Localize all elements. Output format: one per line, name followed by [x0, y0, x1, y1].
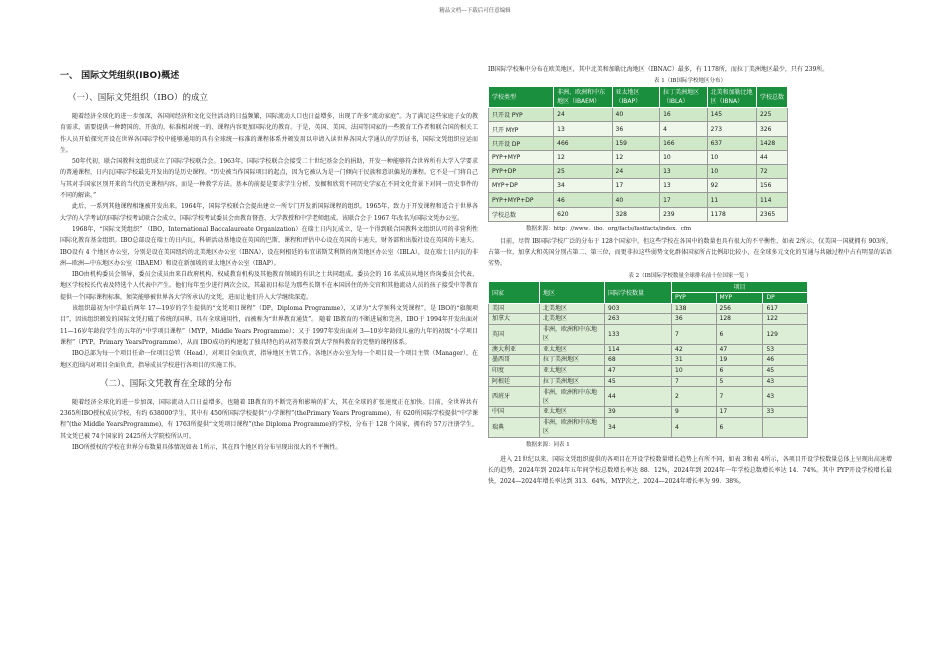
table-cell: 5 — [716, 376, 763, 387]
paragraph: IB国际学校集中分布在欧美地区，其中北美和加勒比海地区（IBNAC）最多，有 1178所，而拉丁美洲地区最少，只有 239所。 — [488, 66, 829, 73]
table-cell: 1428 — [756, 136, 787, 150]
table-cell: 中国 — [489, 407, 540, 418]
table-cell: 加拿大 — [489, 314, 540, 325]
table2-header-cell: 地区 — [540, 281, 605, 303]
table-cell: 17 — [612, 179, 660, 193]
paragraph: 50年代初，联合国教科文组织成立了国际学校联合会。1963年，国际学校联合会接受二十世纪基金会的捐助，开发一种能够符合世界所有大学入学要求的普通课程，日内瓦国际学校最先开发出的是历史课程。“历史被当作国际项目的起点，因为它被认为是一门倾向于民族和意识偏见的课程。它不是一门将自己与其对手国家区别开来的当代历史课程内容，而是一种教学方法。基本的前提是要求学生分析、发掘和欣赏不同历史学家在不同文化背景下对同一历史事件的不同的解读。” — [60, 158, 478, 200]
table2-header-cell: 国际学校数量 — [605, 281, 672, 303]
table-cell: 学校总数 — [489, 207, 554, 221]
table-cell: 273 — [707, 122, 756, 136]
table-cell: 13 — [660, 179, 708, 193]
table-row — [489, 303, 808, 314]
subsection-title-2: （二）、国际文凭教育在全球的分布 — [100, 378, 232, 389]
paragraph: 目前，尽管 IB国际学校广泛的分布于 128个国家中，但这些学校在各国中的数量也具有很大的不平衡性，如表 2所示，仅美国一国就拥有 903所，占第一位，加拿大和英国分别占第二、第三位，而更非拉这些弱势文化群体国家所占比例却比较小，在全球多元文化的互通与共融过程中占有明显的话语劣势。 — [488, 237, 892, 268]
table-cell: 只开 MYP — [489, 122, 554, 136]
table2-top-countries — [488, 281, 808, 438]
table-cell: 4 — [660, 122, 708, 136]
table-cell: 466 — [554, 136, 612, 150]
table-row — [489, 324, 808, 344]
table-cell: 9 — [672, 407, 717, 418]
table1-header-cell: 北美和加勒比地区（IBNA） — [707, 87, 756, 108]
table-row — [489, 150, 788, 164]
table-cell: 263 — [605, 314, 672, 325]
table-cell: 印度 — [489, 366, 540, 377]
table-cell: 33 — [763, 407, 808, 418]
table-cell: 145 — [707, 108, 756, 122]
table-cell: 拉丁美洲地区 — [540, 376, 605, 387]
table-cell: 133 — [605, 324, 672, 344]
table-cell: 42 — [672, 344, 717, 355]
table-cell: 166 — [660, 136, 708, 150]
table-row — [489, 407, 808, 418]
paragraph: 进入 21世纪以来，国际文凭组织提供的各项目在开设学校数量增长趋势上有所不同，如表 3和表 4所示，各项目开设学校数量总体上呈现出高速增长的趋势，2024年到 2024年五年间学校总数增长率达 88．12%，2024年到 2024年一年学校总数增长率达 14．74%。其中 PYP开设学校增长最快，2024—2024年增长率达到 313．64%，MYP次之，2024—2024年增长率为 99．38%。 — [488, 455, 892, 486]
table-cell: 53 — [763, 344, 808, 355]
table-cell: 34 — [605, 417, 672, 437]
table-cell: 亚太地区 — [540, 407, 605, 418]
table-cell: 只开设 DP — [489, 136, 554, 150]
table-cell: 北美地区 — [540, 303, 605, 314]
table-row — [489, 179, 788, 193]
table-cell: 17 — [660, 193, 708, 207]
table1-header-row — [489, 87, 788, 108]
table-cell: 10 — [707, 165, 756, 179]
table-cell: 72 — [756, 165, 787, 179]
table-cell: 637 — [707, 136, 756, 150]
table-cell: 10 — [672, 366, 717, 377]
table-cell: 阿根廷 — [489, 376, 540, 387]
table-cell: 31 — [672, 355, 717, 366]
table-cell: 44 — [756, 150, 787, 164]
table-cell: 617 — [763, 303, 808, 314]
table-cell: 43 — [763, 387, 808, 407]
table1-header-cell: 学校类型 — [489, 87, 554, 108]
table-cell: 45 — [605, 376, 672, 387]
table-cell: 47 — [605, 366, 672, 377]
table1-source: 数据来源：http：//www．ibo．org/facts/fastfacts/index．cfm — [526, 225, 692, 232]
table-cell: MYP+DP — [489, 179, 554, 193]
table1-caption: 表 1（IB国际学校地区分布） — [654, 78, 726, 85]
table-cell: 36 — [612, 122, 660, 136]
paragraph: 随着经济全球化的进一步加深，国际流动人口日益增多，也随着 IB教育的不断完善和影响的扩大，其在全球的扩张速度正在加快。目前，全世界共有 2365所IBO授权成员学校，有约 638000学生，其中有 450所国际学校提供“小学课程”(thePrimary Years Programme)，有 620所国际学校提供“中学课程”(the Middle YearsProgramme)，有 1763所提供“文凭项目课程”(the Diploma Programme)的学校，分布于 128 个国家，拥有约 57万注册学生，其文凭已被 74个国家的 2425所大学院校所认可。 — [60, 398, 478, 440]
table1-header-cell: 拉丁美洲地区（IBLA） — [660, 87, 708, 108]
table-cell: 39 — [605, 407, 672, 418]
table-cell: 1178 — [707, 207, 756, 221]
table-row — [489, 366, 808, 377]
table-cell: 43 — [763, 376, 808, 387]
table-cell: 239 — [660, 207, 708, 221]
table-row — [489, 355, 808, 366]
table-cell: 225 — [756, 108, 787, 122]
table-cell: 13 — [660, 165, 708, 179]
table2-caption: 表 2（IB国际学校数量全球排名前十位国家一览 ） — [628, 272, 752, 279]
table-cell: 12 — [612, 150, 660, 164]
table-row — [489, 376, 808, 387]
section-title: 一、 国际文凭组织(IBO)概述 — [60, 71, 180, 81]
table-cell: 非洲，欧洲和中东地区 — [540, 417, 605, 437]
paragraph: 随着经济全球化的进一步加深，各国间经济和文化交往活动的日益频繁，国际流动人口也日益增多，出现了许多“流动家庭”。为了满足这些家庭子女的教育需求，需要提供一种跨国的、开放的、标准相对统一的、课程内容更加国际化的教育。于是，英国、美国、法国等国家的一些教育工作者和联合国的相关工作人员开始探究开设在世界各国际学校中能够通用的具有全球统一标准的课程体系并颁发用以申请入读世界各国大学通认的学历证书，国际文凭组织应运而生。 — [60, 113, 478, 154]
table-cell: 17 — [716, 407, 763, 418]
table-cell: 拉丁美洲地区 — [540, 355, 605, 366]
table-cell: PYP+DP — [489, 165, 554, 179]
table-cell: 40 — [612, 108, 660, 122]
table-cell: 亚太地区 — [540, 344, 605, 355]
table-row — [489, 165, 788, 179]
table-row — [489, 387, 808, 407]
table1-header-cell: 亚太地区（IBAP） — [612, 87, 660, 108]
table-cell: 159 — [612, 136, 660, 150]
table-row — [489, 417, 808, 437]
table-cell: 2 — [672, 387, 717, 407]
table-cell: 45 — [763, 366, 808, 377]
table-cell: 620 — [554, 207, 612, 221]
table-cell: 西班牙 — [489, 387, 540, 407]
table-cell: 澳大利亚 — [489, 344, 540, 355]
table-cell: 25 — [554, 165, 612, 179]
table2-subheader-cell: MYP — [716, 292, 763, 303]
table-cell: 36 — [672, 314, 717, 325]
table-cell: 北美地区 — [540, 314, 605, 325]
paragraph: IBO总部为每一个项目任命一位项目总管（Head），对项目全面负责，指导地区主管工作。各地区办公室为每一个项目设一个项目主管（Manager），在地区范围内对项目全面负责，指导成员学校进行各项目的实施工作。 — [60, 350, 478, 369]
paragraph: IBO由机构委员会领导，委员会成员由来自政府机构、权威教育机构及其他教育领域的有识之士共同组成。委员会的 16 名成员从地区咨询委员会代表、地区学校校长代表及特选个人代表中产生。他们每年至少进行两次会议，其最初目标是为那些长期不在本国居住的外交官和其他流动人员的孩子接受中等教育提供一个国际课程标准，须笑能够被世界各大学所承认的文凭，进而让他们升入大学继续深造。 — [60, 271, 478, 301]
table-cell: 6 — [716, 324, 763, 344]
right-column — [488, 64, 892, 488]
paragraph: 该组织最初为中学最后两年 17—19岁的学生提供的“文凭项目课程”（DP，Diploma Programme），又译为“大学预科文凭课程”，是 IBO的“旗舰项目”，因该组织颁发的国际文凭打破了传统的国界，具有全球通用性，而被称为“世界教育通货”。 随着 IB教育的不断进展和完善，IBO于 1994年开发出面对 11—16岁年龄段学生的五年的“中学项目课程”（MYP，Middle Years Programme）；又于 1997年发出面对 3—10岁年龄段儿童的九年的初级“小学项目课程”（PYP，Primary YearsProgramme），从而 IBO成功的构建起了独具特色的从初等教育到大学预科教育的完整的课程体系。 — [60, 305, 478, 346]
table2-source: 数据来源：同表 1 — [526, 441, 570, 448]
subsection-title-1: （一）、国际文凭组织（IBO）的成立 — [68, 93, 208, 103]
table-cell: 326 — [756, 122, 787, 136]
table-cell: 10 — [707, 150, 756, 164]
table-cell: 328 — [612, 207, 660, 221]
table-cell: 129 — [763, 324, 808, 344]
table-cell: 34 — [554, 179, 612, 193]
table2-header-cell: 国家 — [489, 281, 540, 303]
table-cell: 68 — [605, 355, 672, 366]
table-cell: 12 — [554, 150, 612, 164]
paragraph: 1968年，“国际文凭组织” （IBO，International Baccalaureate Organization）在瑞士日内瓦成立，是一个得到联合国教科文组织认可的非营利性国际化教育基金组织。IBO总部设在瑞士的日内瓦，科研活动基地设在英国的巴斯，课程和评估中心设在英国的卡迪夫，财务部和出版社设在英国的卡迪夫。IBO设有 4 个地区办公室，分别是设在美国纽约的北美地区办公室（IBNA），设在阿根廷的布宜诺斯艾利斯的南美地区办公室（IBLA），设在瑞士日内瓦的非洲—欧洲—中东地区办公室（IBAEM）和设在新加坡的亚太地区办公室（IBAP）。 — [60, 225, 478, 267]
table-row — [489, 314, 808, 325]
table-cell: 10 — [660, 150, 708, 164]
table-cell: 6 — [716, 366, 763, 377]
table-row — [489, 344, 808, 355]
table-cell: 7 — [672, 376, 717, 387]
table-cell: 128 — [716, 314, 763, 325]
table-row — [489, 193, 788, 207]
table-cell: 6 — [716, 417, 763, 437]
left-column — [60, 60, 478, 453]
table-cell: 7 — [716, 387, 763, 407]
table-cell: 19 — [716, 355, 763, 366]
table-cell: 24 — [612, 165, 660, 179]
table-cell: 非洲，欧洲和中东地区 — [540, 387, 605, 407]
header-note: 精品文档---下载后可任意编辑 — [439, 8, 511, 14]
table-cell: 13 — [554, 122, 612, 136]
table-cell: 256 — [716, 303, 763, 314]
table-cell: 40 — [612, 193, 660, 207]
table-cell: 46 — [763, 355, 808, 366]
table-cell: 24 — [554, 108, 612, 122]
table-cell: 4 — [672, 417, 717, 437]
paragraph: IBO所授权的学校在世界分布数量具体情况如表 1所示，其在四个地区的分布呈现出很大的不平衡性。 — [72, 444, 342, 452]
table-cell: 92 — [707, 179, 756, 193]
table-row — [489, 207, 788, 221]
table-cell: 墨西哥 — [489, 355, 540, 366]
table-cell: 903 — [605, 303, 672, 314]
table2-subheader-cell: DP — [763, 292, 808, 303]
table-cell: 16 — [660, 108, 708, 122]
table-cell: 114 — [605, 344, 672, 355]
table-cell: 156 — [756, 179, 787, 193]
table-cell: 非洲，欧洲和中东地区 — [540, 324, 605, 344]
table-cell: 47 — [716, 344, 763, 355]
table-cell: 瑞典 — [489, 417, 540, 437]
table-row — [489, 122, 788, 136]
table-cell: 2365 — [756, 207, 787, 221]
table2-header-cell: 项目 — [672, 281, 808, 292]
table-cell: 138 — [672, 303, 717, 314]
table2-subheader-cell: PYP — [672, 292, 717, 303]
table-cell: 44 — [605, 387, 672, 407]
table-cell: 11 — [707, 193, 756, 207]
table-cell: 7 — [672, 324, 717, 344]
table2-header-row — [489, 281, 808, 292]
table-cell: 只开设 PYP — [489, 108, 554, 122]
table-cell: 114 — [756, 193, 787, 207]
table-cell: PYP+MYP — [489, 150, 554, 164]
table-cell — [763, 417, 808, 437]
table-row — [489, 136, 788, 150]
table-row — [489, 108, 788, 122]
table-cell: 美国 — [489, 303, 540, 314]
table1-header-cell: 学校总数 — [756, 87, 787, 108]
table-cell: 46 — [554, 193, 612, 207]
table1-school-distribution — [488, 86, 788, 222]
table1-header-cell: 非洲、欧洲和中东地区（IBAEM） — [554, 87, 612, 108]
paragraph: 此后，一系列其他课程相继被开发出来。1964年，国际学校联合会提出建立一所专门开发新国际课程的组织。1965年，致力于开发课程和适合于世界各大学的入学考试的国际学校考试联合会成立，国际学校考试委员会由教育督查、大学教授和中学老师组成。该联合会于 1967 年改名为国际文凭办公室。 — [60, 203, 478, 222]
table-cell: PYP+MYP+DP — [489, 193, 554, 207]
table-cell: 英国 — [489, 324, 540, 344]
table-cell: 122 — [763, 314, 808, 325]
table-cell: 亚太地区 — [540, 366, 605, 377]
